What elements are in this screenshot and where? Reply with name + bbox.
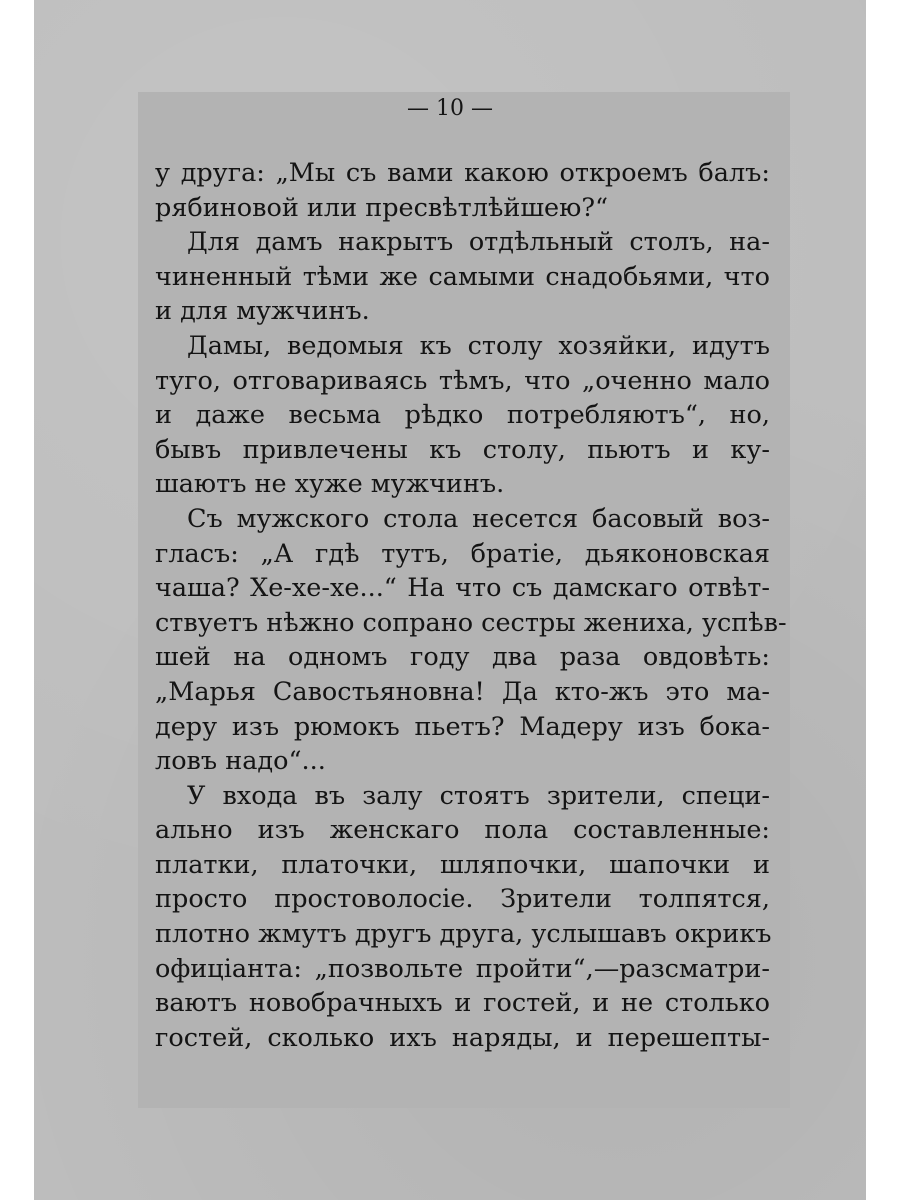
paragraph-2 bbox=[155, 225, 770, 329]
text-line: Съ мужского стола несется басовый воз- bbox=[187, 503, 770, 534]
text-line: шаютъ не хуже мужчинъ. bbox=[155, 469, 505, 500]
paragraph-4 bbox=[155, 502, 787, 779]
text-line: ствуетъ нѣжно сопрано сестры жениха, успѣв- bbox=[155, 607, 787, 638]
text-line: офиціанта: „позвольте пройти“,—разсматри- bbox=[155, 953, 770, 984]
text-line: у друга: „Мы съ вами какою откроемъ балъ: bbox=[155, 158, 770, 188]
text-line: ловъ надо“... bbox=[155, 746, 326, 777]
text-line: гласъ: „А гдѣ тутъ, братіе, дьяконовская bbox=[155, 538, 770, 569]
text-line: гостей, сколько ихъ наряды, и перешепты- bbox=[155, 1022, 770, 1053]
text-line: бывъ привлечены къ столу, пьютъ и ку- bbox=[155, 434, 770, 465]
text-line: и даже весьма рѣдко потребляютъ“, но, bbox=[155, 400, 770, 431]
text-line: чиненный тѣми же самыми снадобьями, что bbox=[155, 261, 770, 292]
text-line: рябиновой или пресвѣтлѣйшею?“ bbox=[155, 192, 609, 223]
text-line: туго, отговариваясь тѣмъ, что „оченно мало bbox=[155, 365, 770, 396]
paragraph-3 bbox=[155, 329, 770, 502]
text-line: Дамы, ведомыя къ столу хозяйки, идутъ bbox=[187, 330, 770, 361]
text-line: платки, платочки, шляпочки, шапочки и bbox=[155, 849, 770, 880]
text-line: чаша? Хе-хе-хе...“ На что съ дамскаго отвѣт- bbox=[155, 573, 770, 604]
page-number: — 10 — bbox=[407, 96, 493, 121]
text-line: деру изъ рюмокъ пьетъ? Мадеру изъ бока- bbox=[155, 711, 770, 742]
text-line: Для дамъ накрытъ отдѣльный столъ, на- bbox=[187, 227, 770, 258]
text-line: шей на одномъ году два раза овдовѣть: bbox=[155, 642, 770, 673]
paragraph-1 bbox=[155, 156, 770, 225]
paragraph-5 bbox=[155, 779, 770, 1056]
page-body-text bbox=[155, 156, 787, 1055]
text-line: У входа въ залу стоятъ зрители, специ- bbox=[187, 780, 770, 811]
text-line: „Марья Савостьяновна! Да кто-жъ это ма- bbox=[155, 676, 770, 707]
text-line: ально изъ женскаго пола составленные: bbox=[155, 815, 770, 846]
text-line: и для мужчинъ. bbox=[155, 296, 370, 327]
text-line: ваютъ новобрачныхъ и гостей, и не столько bbox=[155, 988, 770, 1019]
text-line: плотно жмутъ другъ друга, услышавъ окрикъ bbox=[155, 919, 772, 950]
text-line: просто простоволосіе. Зрители толпятся, bbox=[155, 884, 770, 915]
